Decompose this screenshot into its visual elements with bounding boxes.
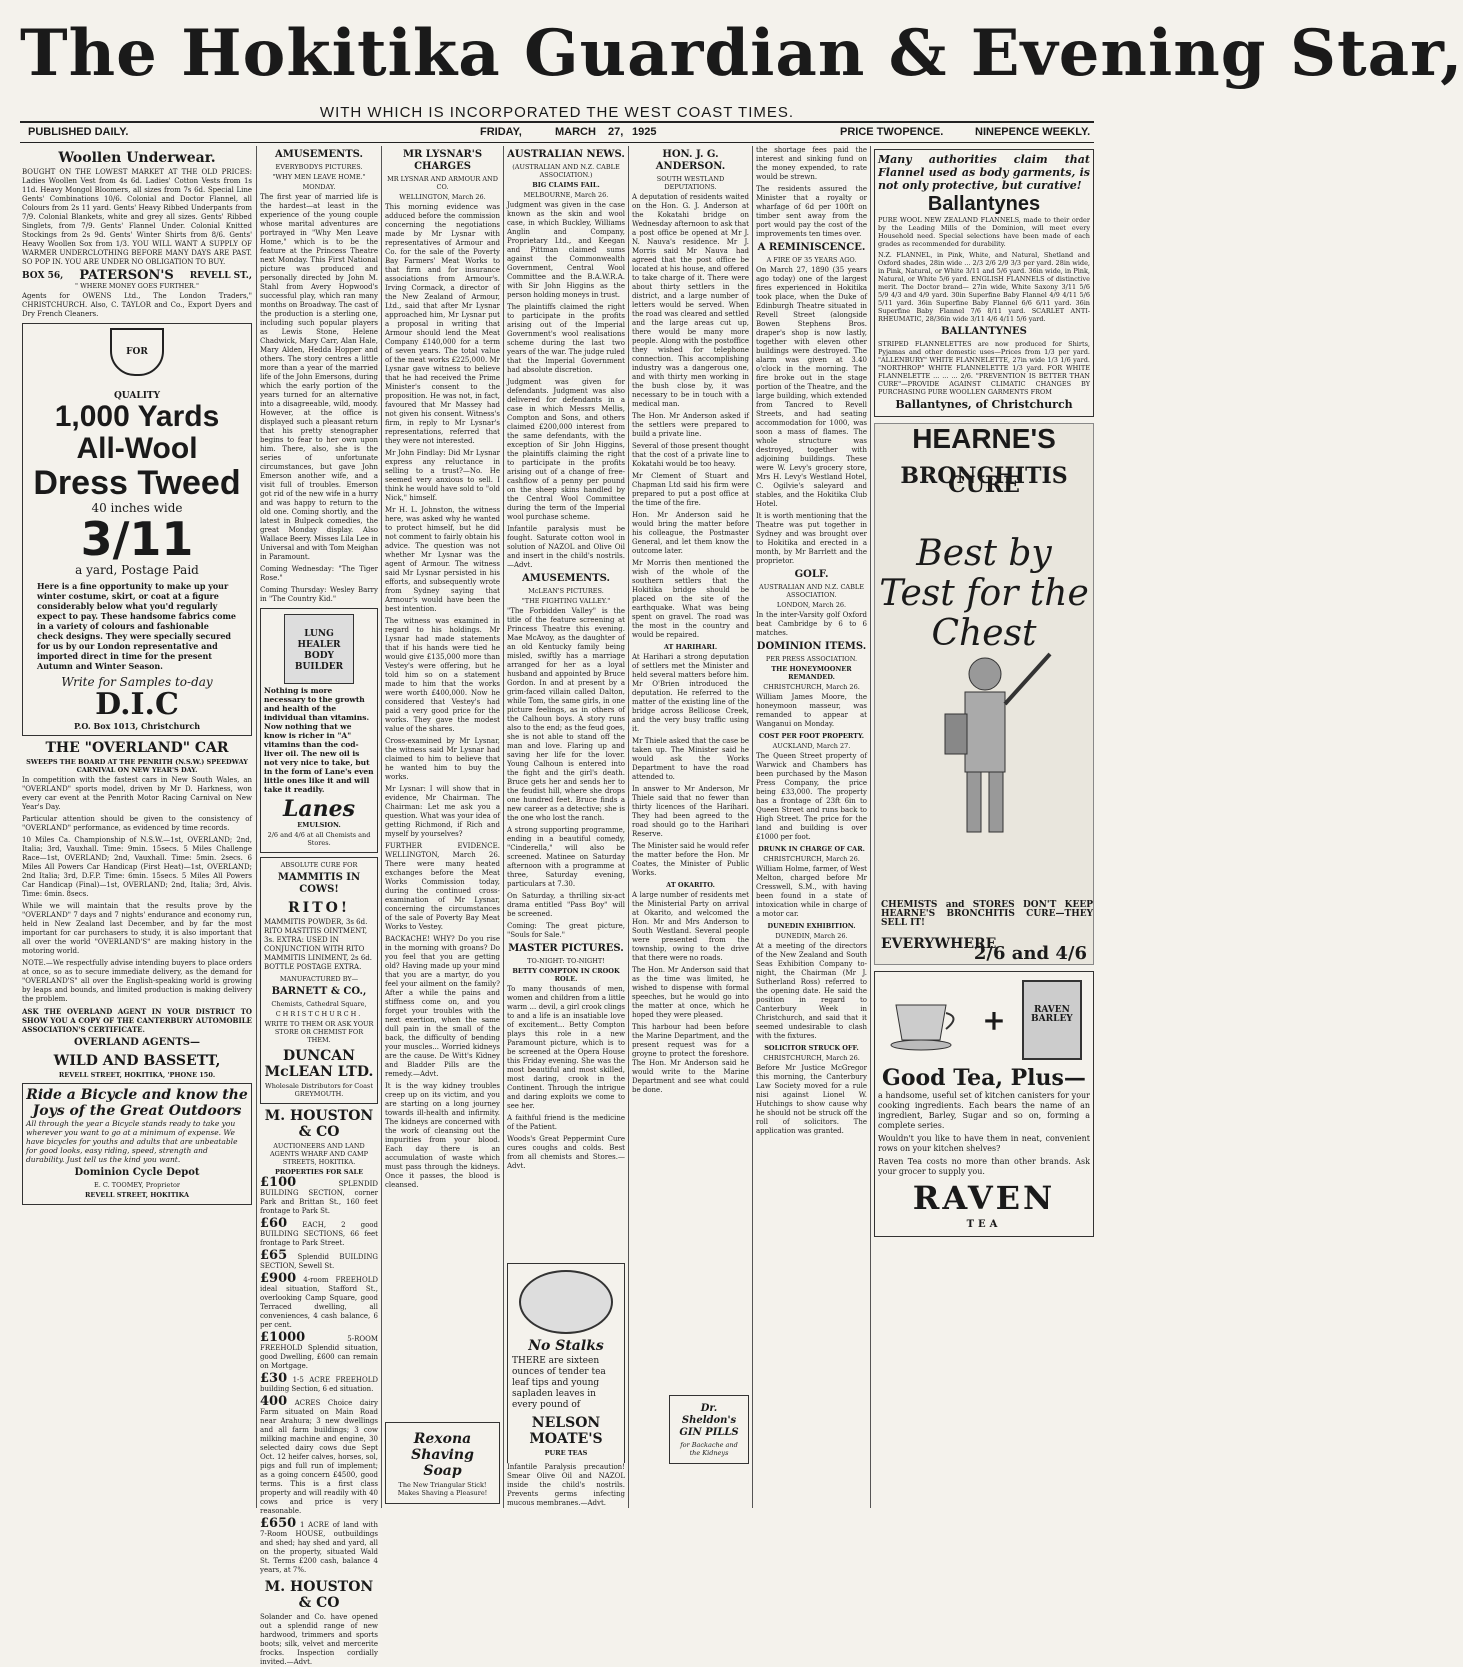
published-daily: PUBLISHED DAILY. <box>28 126 129 138</box>
australian-body-1: Judgment was given in the case known as the skin and wool case, in which Buckley, Williams Anglin and Company, Proprietary Ltd., and Keegan and Pittman claimed sums against the Commonwealth Government, Central Wool Committee and the B.A.W.R.A. with Sir John Higgins as the person holding moneys in trust. <box>507 201 625 299</box>
anderson-body-5: Hon. Mr Anderson said he would bring the matter before his colleague, the Postmaster General, and let them know the outcome later. <box>632 511 749 555</box>
paterson-box: BOX 56, <box>22 271 64 281</box>
dic-width: 40 inches wide <box>91 501 183 515</box>
duncan-sub: Wholesale Distributors for Coast GREYMOUTH. <box>265 1082 373 1098</box>
lanes-brand: Lanes <box>282 796 356 822</box>
reminiscence-sub: A FIRE OF 35 YEARS AGO. <box>766 256 857 264</box>
reminiscence-body: On March 27, 1890 (35 years ago today) one of the largest fires experienced in Hokitika took place, when the Duke of Edinburgh Theatre situated in Revell Street (alongside Bowen Stephens Bros. draper's shop is now lastly, together with eleven other buildings were destroyed. The alarm was given at 3.40 o'clock in the morning. The fire broke out in the stage portion of the Theatre, and the large building, which extended from Tancred to Revell Streets, and had seating accommodation for 1000, was soon a mass of flames. The whole structure was destroyed, together with adjoining buildings. These were W. Levy's grocery store, Mrs H. Levy's Westland Hotel, C. Ogilvie's saleyard and stables, and the Hokitika Club Hotel. <box>756 266 867 508</box>
prop-7-desc: ACRES Choice dairy Farm situated on Main Road near Arahura; 3 new dwellings and all farm buildings; 3 cow milking machine and engine, 30 selected dairy cows due Sept Oct. 12 heifer calves, horses, sol, pigs and full run of implement; as a going concern £4500, good terms. This is a first class property and will readily with 40 cows and price is very reasonable. <box>260 1399 378 1515</box>
rito-barnett: BARNETT & CO., <box>271 986 367 997</box>
goodtea-body-3: Raven Tea costs no more than other brands. Ask your grocer to supply you. <box>878 1157 1090 1176</box>
australian-sub: (AUSTRALIAN AND N.Z. CABLE ASSOCIATION.) <box>512 163 620 179</box>
paterson-line <box>22 270 252 282</box>
prop-5 <box>260 1330 378 1371</box>
golf-sub: AUSTRALIAN AND N.Z. CABLE ASSOCIATION. <box>759 583 864 599</box>
overland-p1: In competition with the fastest cars in New South Wales, an "OVERLAND" sports model, driven by Mr D. Harkness, won every car event at the Penrith Motor Racing Carnival on New Year's Day. <box>22 776 252 811</box>
anderson-body-6: Mr Morris then mentioned the wish of the whole of the southern settlers that the Hokitika bridge should be placed on the site of the earthquake. What was being spent on gravel. The road was the most in the country and would be repaired. <box>632 559 749 639</box>
dic-yards: 1,000 Yards <box>54 400 220 433</box>
australian-body-3: Judgment was given for defendants. Judgment was also delivered for defendants in a case in which Messrs Mellis, Compton and Sons, and others claimed £200,000 interest from the same defendants, with the exception of Sir John Higgins, the plaintiffs claiming the right to participate in the profits arising out of a change of free-cashflow of a penny per pound on the sheep skins handled by the Central Wool Committee during the term of the Imperial wool purchase scheme. <box>507 378 625 521</box>
duncan-name: DUNCAN McLEAN LTD. <box>264 1048 374 1080</box>
item-1-head: THE HONEYMOONER REMANDED. <box>771 665 852 681</box>
dic-shield-icon: FOR QUALITY <box>110 328 164 376</box>
paterson-name: PATERSON'S <box>79 268 174 283</box>
goodtea-heading: Good Tea, Plus— <box>882 1065 1086 1091</box>
column-rule <box>503 146 504 1508</box>
overland-sub: SWEEPS THE BOARD AT THE PENRITH (N.S.W.) SPEEDWAY CARNIVAL ON NEW YEAR'S DAY. <box>26 758 248 774</box>
overland-agents-head: OVERLAND AGENTS— <box>73 1037 201 1048</box>
anderson-body-13: This harbour had been before the Marine Department, and the present request was for a groyne to protect the foreshore. The Hon. Mr Anderson said he would write to the Marine Department and see what could be done. <box>632 1023 749 1094</box>
prop-2 <box>260 1216 378 1248</box>
rito-chemists: Chemists, Cathedral Square, <box>271 1000 367 1008</box>
item-1-dateline: CHRISTCHURCH, March 26. <box>763 683 860 691</box>
item-5-body: Before Mr Justice McGregor this morning, the Canterbury Law Society moved for a rule nisi against Lionel W. Hutchings to show cause why he should not be struck off the roll of solicitors. The application was granted. <box>756 1064 867 1135</box>
prop-5-price: £1000 <box>260 1330 306 1345</box>
dic-allwool: All-Wool <box>76 432 198 465</box>
lanes-price: 2/6 and 4/6 at all Chemists and Stores. <box>267 831 371 847</box>
lysnar-body-3: Mr H. L. Johnston, the witness here, was asked why he wanted to protect himself, but he did not comment to fairly obtain his advice. The question was not whether Mr Lysnar was the agent of Armour. The witness said Mr Lysnar persisted in his efforts, and subsequently wrote from Sydney saying that Armour's would have been the best intention. <box>385 506 500 613</box>
lysnar-body-1: This morning evidence was adduced before the commission concerning the negotiations made by Mr Lysnar with representatives of Armour and Co. for the sale of the Poverty Bay Farmers' Meat Works to that firm and for insurance associations from Armour's. Irving Cormack, a director of the New Zealand of Armour, Ltd., said that after Mr Lysnar approached him, Mr Lysnar put a proposal in writing that Armour should lend the Meat Company £140,000 for a term of seven years. The total value of the meat works £225,000. Mr Lysnar gave witness to believe that he had received the Prime Minister's consent to the proposition. He was not, in fact, favoured that Mr Massey had not given his consent. Witness's firm, in reply to Mr Lysnar's representations, referred that they were not interested. <box>385 203 500 445</box>
lysnar-body-8: BACKACHE! WHY? Do you rise in the morning with groans? Do you feel that you are getting old? Having made up your mind that you are a martyr, do you feel your ailment on the family? After a while the pains and stiffness come on, and you forget your troubles with the next exertion, when the same dull pain in the small of the back, the difficulty of bending your muscles... Worried kidneys are the cause. De Witt's Kidney and Bladder Pills are the remedy.—Advt. <box>385 935 500 1078</box>
item-3-dateline: CHRISTCHURCH, March 26. <box>763 855 860 863</box>
rexona-heading: Rexona Shaving Soap <box>411 1431 474 1479</box>
dominion-heading: DOMINION ITEMS. <box>756 641 867 652</box>
price: PRICE TWOPENCE. <box>840 126 944 138</box>
goodtea-body-2: Wouldn't you like to have them in neat, convenient rows on your kitchen shelves? <box>878 1134 1090 1153</box>
rexona-advert <box>385 1422 500 1504</box>
dic-pobox: P.O. Box 1013, Christchurch <box>73 721 201 731</box>
prop-2-price: £60 <box>260 1216 288 1231</box>
column-rule <box>381 146 382 1508</box>
amusements-2-heading: AMUSEMENTS. <box>521 573 610 584</box>
big-claims: BIG CLAIMS FAIL. <box>532 181 600 189</box>
prop-4-desc: 4-room FREEHOLD ideal situation, Stafford St., overlooking Camp Square, good Terraced dwelling, all conveniences, 4 cash balance, 6 per cent. <box>260 1276 378 1329</box>
column-3 <box>385 146 500 1508</box>
prop-1-desc: SPLENDID BUILDING SECTION, corner Park and Brittan St., 160 feet frontage to Park St. <box>260 1180 378 1215</box>
anderson-body-7: At Harihari a strong deputation of settlers met the Minister and held several matters before him. Mr O'Brien introduced the deputation. He referred to the matter of the existing line of the bridge across Bellicose Creek, and the very busy traffic using it. <box>632 653 749 733</box>
column-1 <box>22 146 252 1508</box>
anderson-body-4: Mr Clement of Stuart and Chapman Ltd said his firm were prepared to put a post office at the time of the fire. <box>632 472 749 507</box>
houston-foot: M. HOUSTON & CO <box>264 1579 374 1611</box>
incorporated-line: WITH WHICH IS INCORPORATED THE WEST COAST TIMES. <box>319 104 795 121</box>
item-4-dateline: DUNEDIN, March 26. <box>775 932 848 940</box>
column-rule <box>870 146 871 1508</box>
hearne-advert <box>874 423 1094 965</box>
hearne-chemists: CHEMISTS and STORES DON'T KEEP HEARNE'S BRONCHITIS CURE—THEY SELL IT! <box>881 900 1093 928</box>
masthead-title: The Hokitika Guardian & Evening Star, <box>20 16 1463 91</box>
lysnar-body-6: Mr Lysnar: I will show that in evidence, Mr Chairman. The Chairman: Let me ask you a question. What was your idea of getting Richmond, if Rich and myself by yourselves? <box>385 785 500 838</box>
column-4 <box>507 146 625 1508</box>
prop-7 <box>260 1394 378 1516</box>
prop-7-price: 400 <box>260 1394 288 1409</box>
australian-body-5: A strong supporting programme, ending in a beautiful comedy, "Cinderella," will also be screened. Matinee on Saturday afternoon with a programme at three, Saturday evening, particulars at 7.30. <box>507 826 625 888</box>
golf-body: In the inter-Varsity golf Oxford beat Cambridge by 6 to 6 matches. <box>756 611 867 637</box>
anderson-body-9: In answer to Mr Anderson, Mr Thiele said that no fewer than thirty licences of the Harihari. They had been agreed to the road should go to the Harihari Reserve. <box>632 785 749 838</box>
houston-sub: AUCTIONEERS AND LAND AGENTS WHARF AND CAMP STREETS, HOKITIKA. <box>269 1142 369 1166</box>
column-2 <box>260 146 378 1666</box>
infantile-notice: Infantile Paralysis precaution! Smear Olive Oil and NAZOL inside the child's nostrils. Prevents germs infecting mucous membranes.—Advt. <box>507 1463 625 1507</box>
overland-p3: 10 Miles Ca. Championship of N.S.W.—1st, OVERLAND; 2nd, Italia; 3rd, Vauxhall. Time: 9min. 15secs. 5 Miles Challenge Race—1st, OVERLAND; 2nd, Vauxhall. Time: 5min. 2secs. 6 Miles All Powers Car Handicap (First Heat)—1st, OVERLAND; 2nd Italia; 3rd, D.F.P. Time: 6min. 15secs. 5 Miles All Powers Car Handicap (Final)—1st, OVERLAND; 2nd, Italia; 3rd, Alvis. Time: 6min. 8secs. <box>22 836 252 898</box>
houston-heading: M. HOUSTON & CO <box>264 1108 374 1140</box>
nostalks-heading: No Stalks <box>528 1338 604 1354</box>
column-6 <box>756 146 867 1508</box>
item-2-head: COST PER FOOT PROPERTY. <box>758 732 865 740</box>
prop-2-desc: EACH, 2 good BUILDING SECTIONS, 66 feet frontage to Park Street. <box>260 1221 378 1247</box>
item-4-body: At a meeting of the directors of the New Zealand and South Seas Exhibition Company to-night, the Chairman (Mr J. Sutherland Ross) referred to the opening date. He said the position in regard to Canterbury Week in Christchurch, and said that it seemed undesirable to clash with the fixtures. <box>756 942 867 1040</box>
lysnar-dateline: WELLINGTON, March 26. <box>399 193 486 201</box>
rito-mammitis: MAMMITIS IN COWS! <box>277 872 361 895</box>
overland-street: REVELL STREET, HOKITIKA, 'PHONE 150. <box>58 1071 216 1079</box>
col6-body-2: The residents assured the Minister that a royalty or wharfage of 6d per 100ft on timber sent away from the port would pay the cost of the improvements ten times over. <box>756 185 867 238</box>
hearne-slogan: Best by Test for the Chest <box>879 533 1089 654</box>
hearne-title: HEARNE'S <box>912 423 1056 454</box>
golf-dateline: LONDON, March 26. <box>776 601 847 609</box>
col6-body-1: the shortage fees paid the interest and sinking fund on the money expended, to rate would be strewn. <box>756 146 867 181</box>
dic-postage: a yard, Postage Paid <box>75 563 199 577</box>
lysnar-sub: MR LYSNAR AND ARMOUR AND CO. <box>387 175 498 191</box>
item-3-head: DRUNK IN CHARGE OF CAR. <box>758 845 865 853</box>
amusements-heading: AMUSEMENTS. <box>274 149 363 160</box>
betty-body: To many thousands of men, women and children from a little warm ... devil, a girl crook clings to and a life is an insatiable love of excitement... Betty Compton plays this role in a new Paramount picture, which is to be screened at the Opera House this Friday evening. She was the most beautiful and most skilled, most daring, crook in the Continent. Through the intrigue and daring exploits we come to see her. <box>507 985 625 1110</box>
dic-dresstweed: Dress Tweed <box>33 464 241 502</box>
master-heading: MASTER PICTURES. <box>508 943 624 954</box>
coming-wed: Coming Wednesday: "The Tiger Rose." <box>260 565 378 582</box>
dominion-sub: PER PRESS ASSOCIATION. <box>765 655 858 663</box>
coming-sat: Coming Thursday: Wesley Barry in "The Country Kid." <box>260 586 378 603</box>
price-weekly: NINEPENCE WEEKLY. <box>975 126 1091 138</box>
flannel-list-2: STRIPED FLANNELETTES are now produced for Shirts, Pyjamas and other domestic uses—Prices from 1/3 per yard. "ALLENBURY" WHITE FLANNELETTE, 27in wide 1/3 1/6 yard. "NORTHROP" WHITE FLANNELETTE 1/3 yard. FOR WHITE FLANNELETTE ... ... ... 2/6. "PREVENTION IS BETTER THAN CURE"—PROVIDE AGAINST CLIMATIC CHANGES BY PURCHASING PURE WOOLLEN GARMENTS FROM <box>878 340 1090 396</box>
item-2-body: The Queen Street property of Warwick and Chambers has been purchased by the Mason Press Company, the price being £33,000. The property has a frontage of 23ft 6in to Queen Street and runs back to High Street. The price for the land and building is over £1000 per foot. <box>756 752 867 841</box>
hearne-everywhere: EVERYWHERE <box>881 936 997 952</box>
anderson-body-1: A deputation of residents waited on the Hon. G. J. Anderson at the Kokatahi bridge on Wednesday afternoon to ask that a post office be opened at Mr J. N. Nauva's residence. Mr J. Morris said Mr Nauva had agreed that the post office be located at his house, and offered to take charge of it. There were about thirty settlers in the district, and a large number of letters would be served. When the road was cleared and settled and the large areas cut up, there would be many more people. Along with the postoffice they wished for telephone connection. This accomplishing industry was a dangerous one, and with thirty men working in the bush close by, it was necessary to be in touch with a medical man. <box>632 193 749 408</box>
tea-cup-icon <box>519 1270 613 1334</box>
nelson-sub: PURE TEAS <box>544 1449 588 1457</box>
australian-body-7: Coming: The great picture, "Souls for Sale." <box>507 922 625 939</box>
lanes-advert <box>260 608 378 853</box>
prop-8-price: £650 <box>260 1516 297 1531</box>
anderson-body-2: The Hon. Mr Anderson asked if the settlers were prepared to build a private line. <box>632 412 749 438</box>
rito-city: CHRISTCHURCH. <box>275 1010 363 1018</box>
flannel-list: N.Z. FLANNEL, in Pink, White, and Natural, Shetland and Oxford shades, 28in wide ... 2/3 2/6 2/9 3/3 per yard. 28in wide, in Pink, Natural, or White 3/11 and 5/6 yard. 36in wide, in Pink, Natural, or White 5/6 yard. ENGLISH FLANNELS of distinctive merit. The Doctor brand— 27in wide, White Saxony 3/11 5/6 5/9 4/3 and 4/9 yard. 30in Superfine Baby Flannel 4/9 4/11 5/6 5/11 yard. 36in Superfine Baby Flannel 6/6 6/11 yard. 36in Superfine Baby Flannel 7/6 8/11 yard. SCARLET ANTI-RHEUMATIC, 28/36in wide 3/11 4/6 4/11 5/6 yard. <box>878 251 1090 323</box>
prop-6-desc: 1-5 ACRE FREEHOLD building Section, 6 ed situation. <box>260 1376 378 1393</box>
anderson-body-8: Mr Thiele asked that the case be taken up. The Minister said he would ask the Works Department to have the road attended to. <box>632 737 749 781</box>
overland-p4: While we will maintain that the results prove by the "OVERLAND" 7 days and 7 nights' endurance and economy run, held in New Zealand last December, and by far the most important for car purchasers to study, it is also important that all over the world "OVERLAND'S" are making history in the motoring world. <box>22 902 252 955</box>
paterson-slogan: " WHERE MONEY GOES FURTHER." <box>75 282 199 290</box>
column-rule <box>752 146 753 1508</box>
gin-sub: for Backache and the Kidneys <box>680 1441 738 1457</box>
bicycle-street: REVELL STREET, HOKITIKA <box>84 1191 190 1199</box>
dic-brand: D.I.C <box>95 687 179 722</box>
item-5-head: SOLICITOR STRUCK OFF. <box>764 1044 859 1052</box>
prop-3-desc: Splendid BUILDING SECTION, Sewell St. <box>260 1253 378 1270</box>
rito-maker: MANUFACTURED BY— <box>279 975 359 983</box>
prop-3-price: £65 <box>260 1248 288 1263</box>
rito-body: MAMMITIS POWDER, 3s 6d. RITO MASTITIS OINTMENT, 3s. EXTRA: USED IN CONJUNCTION WITH RITO MAMMITIS LINIMENT, 2s 6d. BOTTLE POSTAGE EXTRA. <box>264 918 373 971</box>
tea-illustration <box>878 975 1090 1065</box>
prop-8 <box>260 1516 378 1575</box>
australian-body-2: The plaintiffs claimed the right to participate in the profits arising out of the Imperial Government's wool realisations scheme during the last two years of the war. The judge ruled that the Imperial Government had absolute discretion. <box>507 303 625 374</box>
prop-1 <box>260 1175 378 1216</box>
overland-p5: NOTE.—We respectfully advise intending buyers to place orders at once, so as to secure immediate delivery, as the demand for "OVERLAND'S" all over the English-speaking world is growing by leaps and bounds, and limited production is making delivery the problem. <box>22 959 252 1003</box>
bicycle-advert <box>22 1083 252 1205</box>
prop-4 <box>260 1271 378 1330</box>
overland-heading: THE "OVERLAND" CAR <box>45 740 229 756</box>
film-2-body: "The Forbidden Valley" is the title of the feature screening at Princess Theatre this evening. Mae McAvoy, as the daughter of an old Kentucky family being misled, swiftly has a marriage arranged for her as a loyal husband and appointed by Bruce Gordon. In and at present by a grim-faced villain called Dalton, while Tom, the same girls, in one picture feelings, as in others of the Calhoun boys. A story runs also to the end; as the feud goes, she is not able to stand off the man and love. Flaring up and saving her life for the lover. Young Calhoun is entered into the fight and the girl's death. Bruce gets her and sends her to the feudist hill, where she drops one hundred feet. Bruce finds a new career as a detective; she is the one who lost the ranch. <box>507 607 625 822</box>
dateline <box>20 124 1094 142</box>
overland-p6: ASK THE OVERLAND AGENT IN YOUR DISTRICT TO SHOW YOU A COPY OF THE CANTERBURY AUTOMOBILE ASSOCIATION'S CERTIFICATE. <box>22 1007 252 1034</box>
canister-icon: RAVEN BARLEY <box>1022 980 1082 1060</box>
bicycle-prop: E. C. TOOMEY, Proprietor <box>94 1181 180 1189</box>
ballantynes-heading-2: BALLANTYNES <box>941 326 1027 337</box>
nostalks-body: THERE are sixteen ounces of tender tea leaf tips and young sapladen leaves in every pound of <box>512 1356 606 1410</box>
masthead <box>20 6 1463 102</box>
rexona-sub: The New Triangular Stick! Makes Shaving a Pleasure! <box>397 1481 488 1497</box>
betty-heading: BETTY COMPTON IN CROOK ROLE. <box>512 967 620 983</box>
item-4-head: DUNEDIN EXHIBITION. <box>767 922 856 930</box>
prop-8-desc: 1 ACRE of land with 7-Room HOUSE, outbuildings and shed; hay shed and yard, all on the property, situated Wald St. Terms £200 cash, balance 4 years, at 7%. <box>260 1521 378 1574</box>
plus-icon: + <box>982 1003 1006 1037</box>
nelson-moate-advert <box>507 1263 625 1464</box>
rito-write: WRITE TO THEM OR ASK YOUR STORE OR CHEMIST FOR THEM. <box>264 1020 374 1044</box>
column-rule <box>256 146 257 1508</box>
hearne-sub: BRONCHITIS CURE <box>900 463 1068 498</box>
masthead-rule <box>20 121 1094 123</box>
prop-3 <box>260 1248 378 1271</box>
lanes-tonic-image: LUNG HEALER BODY BUILDER <box>284 614 354 684</box>
lysnar-body-7: FURTHER EVIDENCE. WELLINGTON, March 26. There were many heated exchanges before the Meat Works Commission today, during the continued cross-examination of Mr Lysnar, concerning the circumstances of the sale of Poverty Bay Meat Works to Vestey. <box>385 842 500 931</box>
houston-props: PROPERTIES FOR SALE <box>274 1168 364 1176</box>
reminiscence-body-2: It is worth mentioning that the Theatre was put together in Sydney and was brought over to Hokitika and erected in a month, by Mr Barrlett and the proprietor. <box>756 512 867 565</box>
nelson-brand: NELSON MOATE'S <box>529 1415 603 1447</box>
rito-advert <box>260 857 378 1104</box>
raven-sub: TEA <box>966 1219 1002 1230</box>
lysnar-body-4: The witness was examined in regard to his holdings. Mr Lysnar had made statements that if his hands were tied he would give £135,000 more than Vestey's were offering, but he told him so on a statement made to him that the works were worth £400,000. Now he considered that Vestey's had paid a very good price for the works. They gave the modest value of the shares. <box>385 617 500 733</box>
bicycle-heading: Ride a Bicycle and know the Joys of the Great Outdoors <box>26 1087 248 1119</box>
flannel-intro: Many authorities claim that Flannel used as body garments, is not only protective, but curative! <box>878 153 1090 192</box>
overland-agents: WILD AND BASSETT, <box>53 1053 221 1069</box>
item-1-body: William James Moore, the honeymoon masseur, was remanded to appear at Wanganui on Monday. <box>756 693 867 728</box>
golf-heading: GOLF. <box>794 569 829 580</box>
lysnar-body-9: It is the way kidney troubles creep up on its victim, and you are starting on a long journey towards ill-health and infirmity. The kidneys are concerned with the work of cleansing out the impurities from your blood. Each day there is an accumulation of waste which must pass through the kidneys. Once it passes, the blood is cleansed. <box>385 1082 500 1189</box>
column-5 <box>632 146 749 1508</box>
dic-write: Write for Samples to-day <box>61 675 213 689</box>
at-harihari: AT HARIHARI. <box>663 643 718 651</box>
prop-6-price: £30 <box>260 1371 288 1386</box>
reminiscence-heading: A REMINISCENCE. <box>757 242 866 253</box>
australian-dateline: MELBOURNE, March 26. <box>523 191 609 199</box>
film-day: MONDAY. <box>302 183 336 191</box>
film-2-title: "THE FIGHTING VALLEY." <box>521 597 611 605</box>
film-title: "WHY MEN LEAVE HOME." <box>272 173 366 181</box>
gin-pills-advert <box>669 1395 749 1464</box>
date-date: 27, <box>608 126 624 138</box>
lysnar-body-5: Cross-examined by Mr Lysnar, the witness said Mr Lysnar had claimed to him to believe that he wanted him to buy the works. <box>385 737 500 781</box>
flannel-body: PURE WOOL NEW ZEALAND FLANNELS, made to their order by the Leading Mills of the Dominion, will meet every Household need. Special selections have been made of each grades as recommended for durability. <box>878 216 1090 248</box>
lanes-emulsion: EMULSION. <box>297 821 341 829</box>
prop-6 <box>260 1371 378 1394</box>
date-day: FRIDAY, <box>480 126 522 138</box>
date-month: MARCH <box>555 126 596 138</box>
anderson-body-10: The Minister said he would refer the matter before the Hon. Mr Coates, the Minister of Public Works. <box>632 842 749 877</box>
bicycle-depot: Dominion Cycle Depot <box>74 1167 200 1178</box>
knight-figure-icon <box>915 644 1055 844</box>
lysnar-body-2: Mr John Findlay: Did Mr Lysnar express any reluctance in selling to a trust?—No. He seemed very anxious to sell. I think he would have sold to "old Nick," himself. <box>385 449 500 502</box>
amusements-2-sub: McLEAN'S PICTURES. <box>528 587 604 595</box>
item-5-dateline: CHRISTCHURCH, March 26. <box>763 1054 860 1062</box>
amusements-body: The first year of married life is the hardest—at least in the experience of the young couple whose marital adventures are portrayed in "Why Men Leave Home," which is to be the feature at the Princess Theatre next Monday. This First National picture was produced and personally directed by John M. Stahl from Avery Hopwood's successful play, which ran many months on Broadway. The cast of the production is a sterling one, including such popular players as Lewis Stone, Helene Chadwick, Mary Carr, Alan Hale, Mary Alden, Hedda Hopper and others. The story centres a little more than a year of the married life of the John Emersons, during which the early portion of the years turned for an alternative into a disagreeable, wild, moody. However, at the office is displayed such a pleasant return that his pretty stenographer begins to fear to her own upon him. There, also, she is the series of unfortunate circumstances, but gave John Emerson another wife, and a visit full of troubles. Emerson got rid of the new wife in a hurry and was happy to return to the old one. Coming shortly, and the latest in Bulpeck comedies, the great Monday display. Also Wallace Beery. Misses Lila Lee in Universal and with Tom Meighan in Paramount. <box>260 193 378 561</box>
at-okarito: AT OKARITO. <box>666 881 715 889</box>
anderson-sub: SOUTH WESTLAND DEPUTATIONS. <box>656 175 725 191</box>
goodtea-body: a handsome, useful set of kitchen canisters for your cooking ingredients. Each bears the name of an ingredient, Barley, Sugar and so on, forming a complete series. <box>878 1091 1090 1130</box>
gin-heading: Dr. Sheldon's GIN PILLS <box>679 1403 739 1438</box>
anderson-body-3: Several of those present thought that the cost of a private line to Kokatahi would be too heavy. <box>632 442 749 468</box>
overland-p2: Particular attention should be given to the consistency of "OVERLAND" performance, as evidenced by time records. <box>22 815 252 832</box>
teacup-icon <box>886 985 966 1055</box>
woollen-heading: Woollen Underwear. <box>58 150 216 166</box>
paterson-street: REVELL ST., <box>189 271 252 281</box>
anderson-body-12: The Hon. Mr Anderson said that as the time was limited, he wished to dispense with formal speeches, but he would go into the matter at once, which he hoped they were pleased. <box>632 966 749 1019</box>
anderson-heading: HON. J. G. ANDERSON. <box>655 149 726 172</box>
paterson-agents: Agents for OWENS Ltd., The London Traders," CHRISTCHURCH. Also, C. TAYLOR and Co., Export Dyers and Dry French Cleaners. <box>22 292 252 318</box>
raven-tea-advert <box>874 971 1094 1237</box>
woollen-body: BOUGHT ON THE LOWEST MARKET AT THE OLD PRICES: Ladies Woollen Vest from 4s 6d. Ladies' Cotton Vests from 1s 11d. Heavy Mongol Bloomers, all sizes from 7s 6d. Special Line Gents' Combinations 10/6. Colonial and Doctor Flannel, all Colours from 2s 11 yard. Gents' Heavy Ribbed Underpants from 7/9. Colonial Blankets, white and grey all sizes. Gents' Ribbed Singlets, from 7/9. Gents' Flannel Under. Colonial Knitted Stockings from 2s 9d. Gents' Winter Shirts from 8/6. Gents' Heavy Woollen Sox from 1/3. YOU WILL WANT A SUPPLY OF WARMER UNDERCLOTHING BEFORE MANY DAYS ARE PAST. SO POP IN. YOU ARE UNDER NO OBLIGATION TO BUY. <box>22 168 252 266</box>
prop-5-desc: 5-ROOM FREEHOLD Splendid situation, good Dwelling, £600 can remain on Mortgage. <box>260 1335 378 1370</box>
master-sub: TO-NIGHT: TO-NIGHT! <box>527 957 605 965</box>
australian-body-6: On Saturday, a thrilling six-act drama entitled "Pass Boy" will be screened. <box>507 892 625 918</box>
lanes-body: Nothing is more necessary to the growth and health of the individual than vitamins. Now nothing that we know is richer in "A" vitamins than the cod-liver oil. The new oil is not very nice to take, but in the form of Lane's even little ones like it and will take it readily. <box>264 686 374 794</box>
column-rule <box>628 146 629 1508</box>
amusements-sub: EVERYBODYS PICTURES. <box>275 163 363 171</box>
anderson-body-11: A large number of residents met the Ministerial Party on arrival at Okarito, and welcomed the Hon. Mr and Mrs Anderson to South Westland. Several people were presented from the township, owing to the drive that there were no roads. <box>632 891 749 962</box>
item-3-body: William Holme, farmer, of West Melton, charged before Mr Cresswell, S.M., with having been found in a state of intoxication while in charge of a motor car. <box>756 865 867 918</box>
rito-brand: RITO! <box>288 900 350 916</box>
australian-body-4: Infantile paralysis must be fought. Saturate cotton wool in solution of NAZOL and Olive Oil and insert in the child's nostrils.—Advt. <box>507 525 625 569</box>
column-7 <box>874 146 1094 1508</box>
rito-head: ABSOLUTE CURE FOR <box>280 861 358 869</box>
australian-heading: AUSTRALIAN NEWS. <box>507 149 625 160</box>
hearne-price: 2/6 and 4/6 <box>973 943 1087 964</box>
dic-price: 3/11 <box>80 512 194 566</box>
dateline-rule <box>20 142 1094 143</box>
hearne-footer <box>881 936 1087 964</box>
houston-foot-body: Solander and Co. have opened out a splendid range of new hardwood, trimmers and sports boots; silk, velvet and mercerite frocks. Inspection cordially invited.—Advt. <box>260 1613 378 1666</box>
ballantynes-foot: Ballantynes, of Christchurch <box>895 398 1073 411</box>
bicycle-body: All through the year a Bicycle stands ready to take you wherever you want to go at a minimum of expense. We have bicycles for youths and adults that are unbeatable for good looks, easy riding, speed, strength and durability. Just tell us the kind you want. <box>26 1119 238 1164</box>
date-year: 1925 <box>632 126 657 138</box>
dic-advert <box>22 323 252 736</box>
raven-brand: RAVEN <box>912 1179 1056 1217</box>
item-2-dateline: AUCKLAND, March 27. <box>772 742 851 750</box>
prop-4-price: £900 <box>260 1271 297 1286</box>
ballantynes-heading: Ballantynes <box>927 193 1041 215</box>
prop-1-price: £100 <box>260 1175 297 1190</box>
dic-body: Here is a fine opportunity to make up your winter costume, skirt, or coat at a figure considerably below what you'd regularly expect to pay. These handsome fabrics come in a variety of colours and fashionable check designs. They were specially secured for us by our London representative and imported direct in time for the present Autumn and Winter Season. <box>37 581 237 671</box>
ballantynes-advert <box>874 149 1094 417</box>
lysnar-heading: MR LYSNAR'S CHARGES <box>402 149 483 172</box>
australian-body-8: A faithful friend is the medicine of the Patient. <box>507 1114 625 1131</box>
australian-body-9: Woods's Great Peppermint Cure cures coughs and colds. Best from all chemists and Stores.—Advt. <box>507 1135 625 1170</box>
